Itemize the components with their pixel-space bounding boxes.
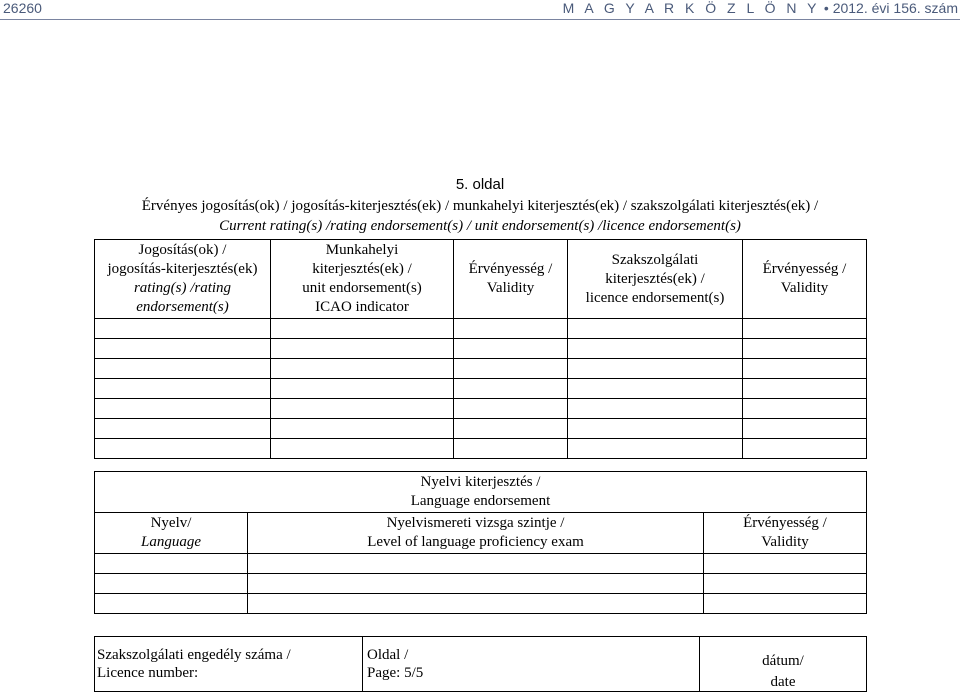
col-validity-2: Érvényesség / Validity	[743, 240, 867, 319]
licence-number-cell[interactable]: Szakszolgálati engedély száma / Licence number:	[95, 637, 363, 692]
col-licence-endorsement: Szakszolgálati kiterjesztés(ek) / licence endorsement(s)	[568, 240, 743, 319]
ratings-table-header	[95, 240, 867, 319]
header-rule	[0, 19, 960, 20]
table-row	[95, 339, 867, 359]
language-table-title-row	[95, 472, 867, 513]
col-language: Nyelv/ Language	[95, 513, 248, 554]
language-table	[94, 471, 867, 614]
section-title-hu: Érvényes jogosítás(ok) / jogosítás-kiterjesztés(ek) / munkahelyi kiterjesztés(ek) / szakszolgálati kiterjesztés(ek) /	[141, 198, 819, 214]
date-cell[interactable]: dátum/ date	[700, 637, 867, 692]
col-proficiency-level: Nyelvismereti vizsga szintje / Level of language proficiency exam	[248, 513, 704, 554]
language-table-header	[95, 513, 867, 554]
col-unit-endorsement: Munkahelyi kiterjesztés(ek) / unit endorsement(s) ICAO indicator	[271, 240, 454, 319]
bullet-separator: •	[823, 0, 829, 16]
col-validity-1: Érvényesség / Validity	[454, 240, 568, 319]
language-endorsement-heading: Nyelvi kiterjesztés / Language endorsement	[95, 472, 867, 513]
issue-number: 2012. évi 156. szám	[832, 0, 958, 16]
table-row	[95, 554, 867, 574]
col-rating: Jogosítás(ok) / jogosítás-kiterjesztés(ek) rating(s) /rating endorsement(s)	[95, 240, 271, 319]
page-label: 5. oldal	[455, 176, 505, 193]
page-cell: Oldal / Page: 5/5	[363, 637, 700, 692]
table-row	[95, 594, 867, 614]
table-row	[95, 379, 867, 399]
table-row	[95, 399, 867, 419]
table-row	[95, 359, 867, 379]
table-row	[95, 319, 867, 339]
page-header	[0, 0, 960, 20]
page-number: 26260	[3, 0, 42, 16]
ratings-table	[94, 239, 867, 459]
table-row	[95, 439, 867, 459]
footer-row	[95, 637, 867, 692]
section-title-en: Current rating(s) /rating endorsement(s) / unit endorsement(s) /licence endorsement(s)	[219, 218, 741, 234]
footer-table	[94, 636, 867, 692]
journal-info	[563, 0, 958, 16]
journal-name: M A G Y A R K Ö Z L Ö N Y	[562, 0, 821, 16]
table-row	[95, 574, 867, 594]
table-row	[95, 419, 867, 439]
col-language-validity: Érvényesség / Validity	[704, 513, 867, 554]
